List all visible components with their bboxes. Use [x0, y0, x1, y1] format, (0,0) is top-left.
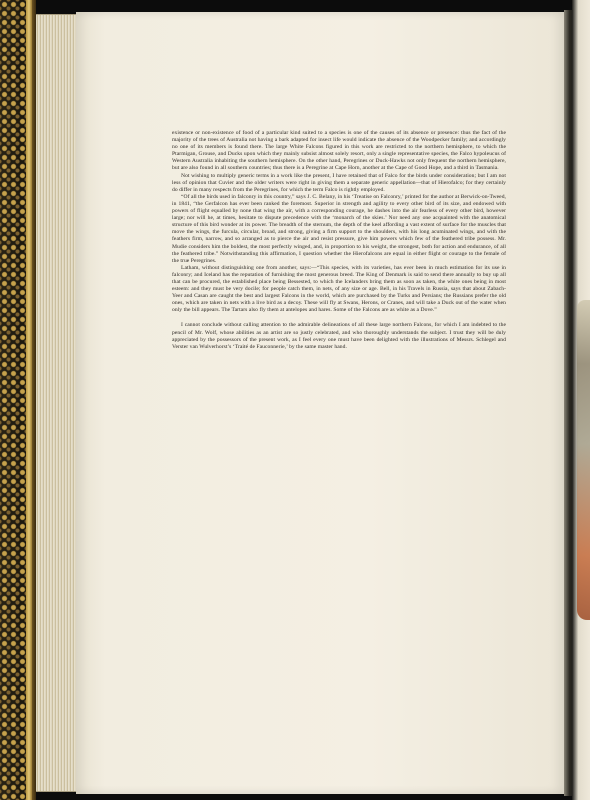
paragraph-5: I cannot conclude without calling attention to the admirable delineations of all these large northern Falcons, for which I am indebted to the pencil of Mr. Wolf, whose abilities as an artist are so justly celebrated, and who thoroughly understands the subject. I trust they will be duly appreciated by the possessors of the present work, as I feel every one must have been delighted with the illustrations of Messrs. Schlegel and Verster van Wulverhorst’s ‘Traité de Fauconnerie,’ by the same master hand.	[172, 322, 506, 350]
facing-plate-illustration	[577, 300, 590, 620]
paragraph-2: Not wishing to multiply generic terms in a work like the present, I have retained that of Falco for the birds under consideration; but I am not less of opinion that Cuvier and the older writers were right in giving them a separate generic appellation—that of Hierofalco; for they certainly do differ in many respects from the Peregrines, for which the term Falco is rightly employed.	[172, 172, 506, 193]
paragraph-4: Latham, without distinguishing one from another, says:—“This species, with its varieties, has ever been in much estimation for its use in falconry; and Iceland has the reputation of furnishing the most generous breed. The King of Denmark is said to send there annually to buy up all that can be procured, the established place being Bessested, to which the Icelanders bring them as soon as taken, the white ones being in most esteem: and they must be very docile; for people catch them, in nets, of any size or age. Bell, in his Travels in Russia, says that about Zabach-Yeer and Casan are caught the best and largest Falcons in the world, which are purchased by the Turks and Persians; the Russians prefer the old ones, which are taken in nets with a live bird as a decoy. These will fly at Swans, Herons, or Cranes, and will take a Duck out of the water when only the bill appears. The Tartars also fly them at antelopes and hares. Some of the Falcons are as white as a Dove.”	[172, 264, 506, 314]
body-text	[172, 130, 506, 351]
page-stack-edges	[36, 14, 76, 792]
paragraph-1: existence or non-existence of food of a particular kind suited to a species is one of the causes of its absence or presence: thus the fact of the majority of the trees of Australia not having a bark adapted for insect life would indicate the absence of the Woodpecker family; and accordingly no one of its members is found there. The large White Falcons figured in this work are restricted to the northern hemisphere, to which the Ptarmigan, Grouse, and Ducks upon which they mainly subsist almost solely resort, only a single representative species, the Falco hypoleucus of Western Australia inhabiting the southern hemisphere. On the other hand, Peregrines or Duck-Hawks not only frequent the northern hemisphere, but are also found in all southern countries; thus there is a Peregrine at Cape Horn, another at the Cape of Good Hope, and a third in Tasmania.	[172, 130, 506, 172]
paragraph-3: “Of all the birds used in falconry in this country,” says J. C. Belany, in his ‘Treatise on Falconry,’ printed for the author at Berwick-on-Tweed, in 1841, “the Gerfalcon has ever been ranked the foremost. Superior in strength and agility to every other bird of its size, and endowed with powers of flight equalled by none that wing the air, with a corresponding courage, he dashes into the air fearless of every other bird, however large; nor will he, at times, hesitate to dispute precedence with the ‘monarch of the skies.’ Nor need any one acquainted with the anatomical structure of this bird wonder at its power. The breadth of the sternum, the depth of the keel affording a vast extent of surface for the muscles that move the wings, the furcula, circular, broad, and strong, giving a firm support to the shoulders, with his long acuminated wings, and with the feathers firm, narrow, and so arranged as to pierce the air and resist pressure, give him powers which few of the feathered tribe possess. Mr. Mudie considers him the boldest, the most perfectly winged, and, in proportion to his weight, the strongest, both for action and endurance, of all the feathered tribe.” Notwithstanding this affirmation, I question whether the Hierofalcons are equal in either flight or courage to the female of the true Peregrines.	[172, 193, 506, 264]
decorated-cover-edge	[0, 0, 26, 800]
